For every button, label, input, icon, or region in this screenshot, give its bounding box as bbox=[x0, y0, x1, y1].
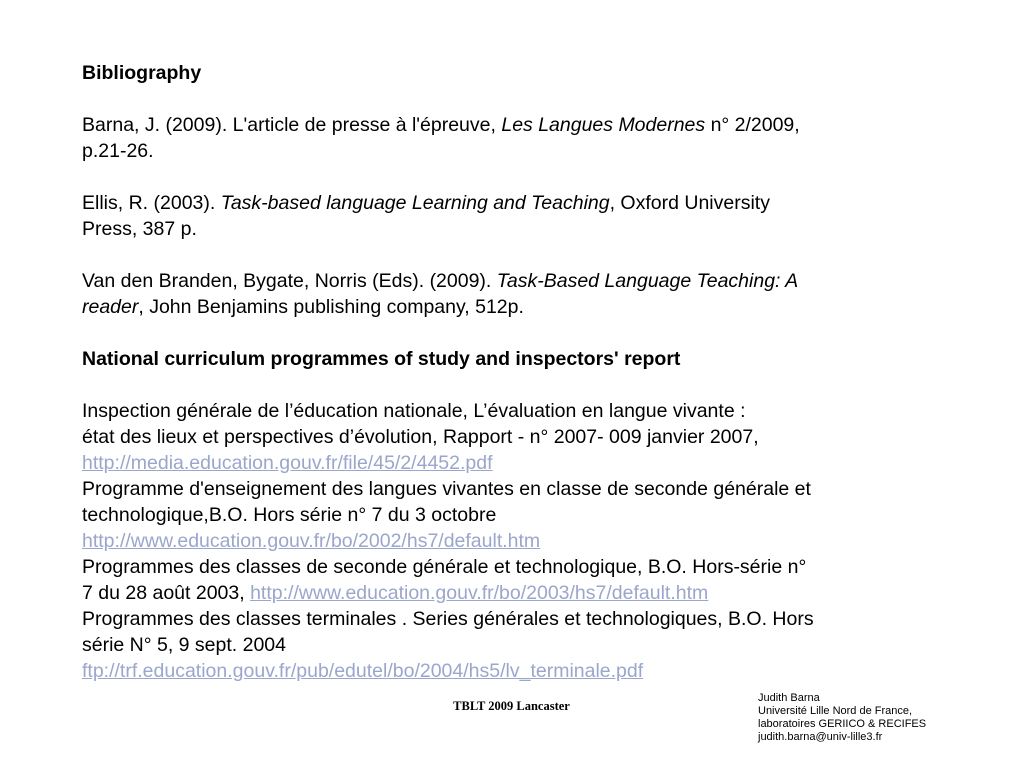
national-item-1 bbox=[82, 398, 982, 476]
link-media-education[interactable]: http://media.education.gouv.fr/file/45/2/4452.pdf bbox=[82, 452, 493, 474]
slide-content bbox=[82, 60, 982, 684]
national-item-4-line2: série N° 5, 9 sept. 2004 bbox=[82, 634, 286, 656]
author-name: Judith Barna bbox=[758, 692, 820, 704]
ref-barna-line2: p.21-26. bbox=[82, 140, 154, 162]
national-heading: National curriculum programmes of study and inspectors' report bbox=[82, 348, 681, 370]
bibliography-heading: Bibliography bbox=[82, 62, 202, 84]
author-labs: laboratoires GERIICO & RECIFES bbox=[758, 718, 927, 730]
ref-vandenbranden bbox=[82, 268, 982, 320]
national-item-4-line1: Programmes des classes terminales . Series générales et technologiques, B.O. Hors bbox=[82, 608, 814, 630]
ref-ellis-post: , Oxford University bbox=[609, 192, 770, 214]
ref-vanden-pre: Van den Branden, Bygate, Norris (Eds). (2009). bbox=[82, 270, 497, 292]
ref-barna-title: Les Langues Modernes bbox=[501, 114, 706, 136]
ref-ellis-title: Task-based language Learning and Teaching bbox=[220, 192, 610, 214]
link-bo-2003-hs7[interactable]: http://www.education.gouv.fr/bo/2003/hs7/default.htm bbox=[250, 582, 709, 604]
ref-vanden-title: Task-Based Language Teaching: A bbox=[496, 270, 799, 292]
link-bo-2002-hs7[interactable]: http://www.education.gouv.fr/bo/2002/hs7/default.htm bbox=[82, 530, 541, 552]
national-item-2-line1: Programme d'enseignement des langues vivantes en classe de seconde générale et bbox=[82, 478, 811, 500]
national-item-1-line2: état des lieux et perspectives d’évolution, Rapport - n° 2007- 009 janvier 2007, bbox=[82, 426, 759, 448]
national-item-4 bbox=[82, 606, 982, 684]
ref-ellis bbox=[82, 190, 982, 242]
national-item-3-line2: 7 du 28 août 2003, bbox=[82, 582, 251, 604]
national-item-1-line1: Inspection générale de l’éducation nationale, L’évaluation en langue vivante : bbox=[82, 400, 746, 422]
national-item-3-line1: Programmes des classes de seconde générale et technologique, B.O. Hors-série n° bbox=[82, 556, 807, 578]
ref-barna-post: n° 2/2009, bbox=[705, 114, 800, 136]
ref-vanden-post: , John Benjamins publishing company, 512p. bbox=[138, 296, 524, 318]
ref-barna bbox=[82, 112, 982, 164]
national-item-2 bbox=[82, 476, 982, 554]
footer-conference: TBLT 2009 Lancaster bbox=[453, 699, 570, 713]
ref-vanden-title2: reader bbox=[82, 296, 139, 318]
national-item-3 bbox=[82, 554, 982, 606]
national-item-2-line2: technologique,B.O. Hors série n° 7 du 3 octobre bbox=[82, 504, 497, 526]
link-ftp-terminale[interactable]: ftp://trf.education.gouv.fr/pub/edutel/bo/2004/hs5/lv_terminale.pdf bbox=[82, 660, 644, 682]
ref-barna-pre: Barna, J. (2009). L'article de presse à l'épreuve, bbox=[82, 114, 502, 136]
author-email: judith.barna@univ-lille3.fr bbox=[758, 731, 883, 743]
ref-ellis-pre: Ellis, R. (2003). bbox=[82, 192, 221, 214]
author-university: Université Lille Nord de France, bbox=[758, 705, 913, 717]
ref-ellis-line2: Press, 387 p. bbox=[82, 218, 197, 240]
footer-author-block bbox=[758, 692, 926, 744]
